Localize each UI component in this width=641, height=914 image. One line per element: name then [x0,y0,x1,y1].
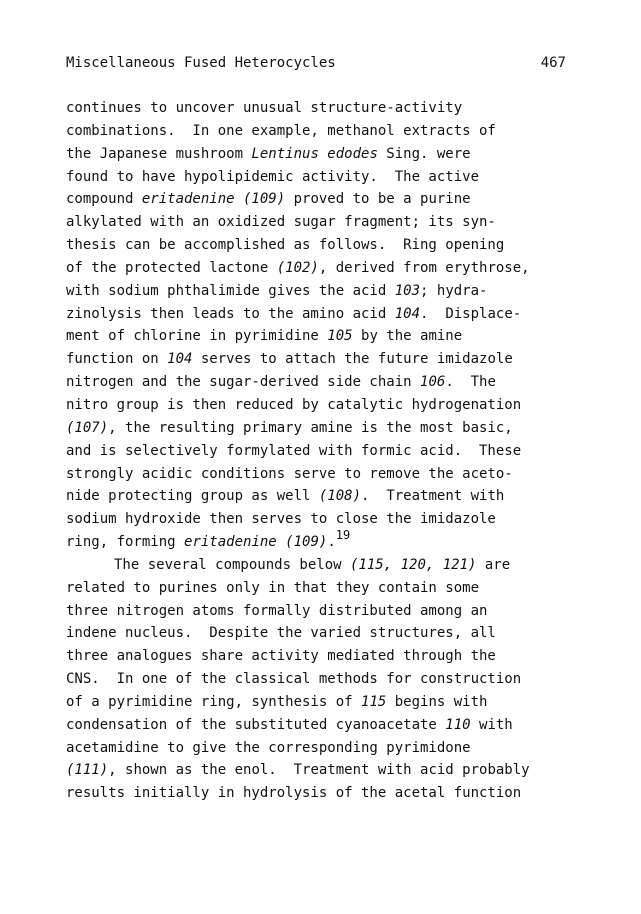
body-text [66,97,586,805]
text-line: nitrogen and the sugar-derived side chain 106. The [66,374,496,391]
text-line: zinolysis then leads to the amino acid 104. Displace- [66,305,522,322]
text-line: sodium hydroxide then serves to close the imidazole [66,511,496,528]
text-line: related to purines only in that they contain some [66,579,480,596]
text-line: ring, forming eritadenine (109).19 [66,528,351,551]
running-title: Miscellaneous Fused Heterocycles [66,55,336,71]
text-line: function on 104 serves to attach the future imidazole [66,351,513,368]
text-line: of the protected lactone (102), derived from erythrose, [66,259,530,276]
text-line: continues to uncover unusual structure-activity [66,100,463,116]
text-line: CNS. In one of the classical methods for construction [66,671,522,688]
text-line: found to have hypolipidemic activity. The active [66,168,480,185]
text-line: indene nucleus. Despite the varied structures, all [66,625,496,642]
text-line: nide protecting group as well (108). Treatment with [66,488,505,505]
page-number: 467 [540,55,566,71]
text-line: thesis can be accomplished as follows. Ring opening [66,237,505,254]
footnote-ref: 19 [335,528,351,543]
text-line: acetamidine to give the corresponding pyrimidone [66,739,471,756]
text-line: with sodium phthalimide gives the acid 103; hydra- [66,282,488,299]
text-line: the Japanese mushroom Lentinus edodes Sing. were [66,145,471,162]
text-line: and is selectively formylated with formic acid. These [66,442,522,459]
text-line: (107), the resulting primary amine is the most basic, [66,419,513,436]
text-line: alkylated with an oxidized sugar fragment; its syn- [66,214,496,231]
text-line: three analogues share activity mediated through the [66,648,496,665]
text-line: nitro group is then reduced by catalytic hydrogenation [66,396,522,413]
text-line: strongly acidic conditions serve to remove the aceto- [66,465,513,482]
text-line: (111), shown as the enol. Treatment with acid probably [66,762,530,779]
text-line: combinations. In one example, methanol extracts of [66,122,496,139]
text-line: three nitrogen atoms formally distributed among an [66,602,488,619]
text-line: compound eritadenine (109) proved to be a purine [66,191,471,208]
running-head [66,52,566,74]
text-line: of a pyrimidine ring, synthesis of 115 begins with [66,693,488,710]
text-line: results initially in hydrolysis of the acetal function [66,785,522,802]
text-line: The several compounds below (115, 120, 121) are [114,556,511,573]
text-line: condensation of the substituted cyanoacetate 110 with [66,716,513,733]
text-line: ment of chlorine in pyrimidine 105 by the amine [66,328,463,345]
